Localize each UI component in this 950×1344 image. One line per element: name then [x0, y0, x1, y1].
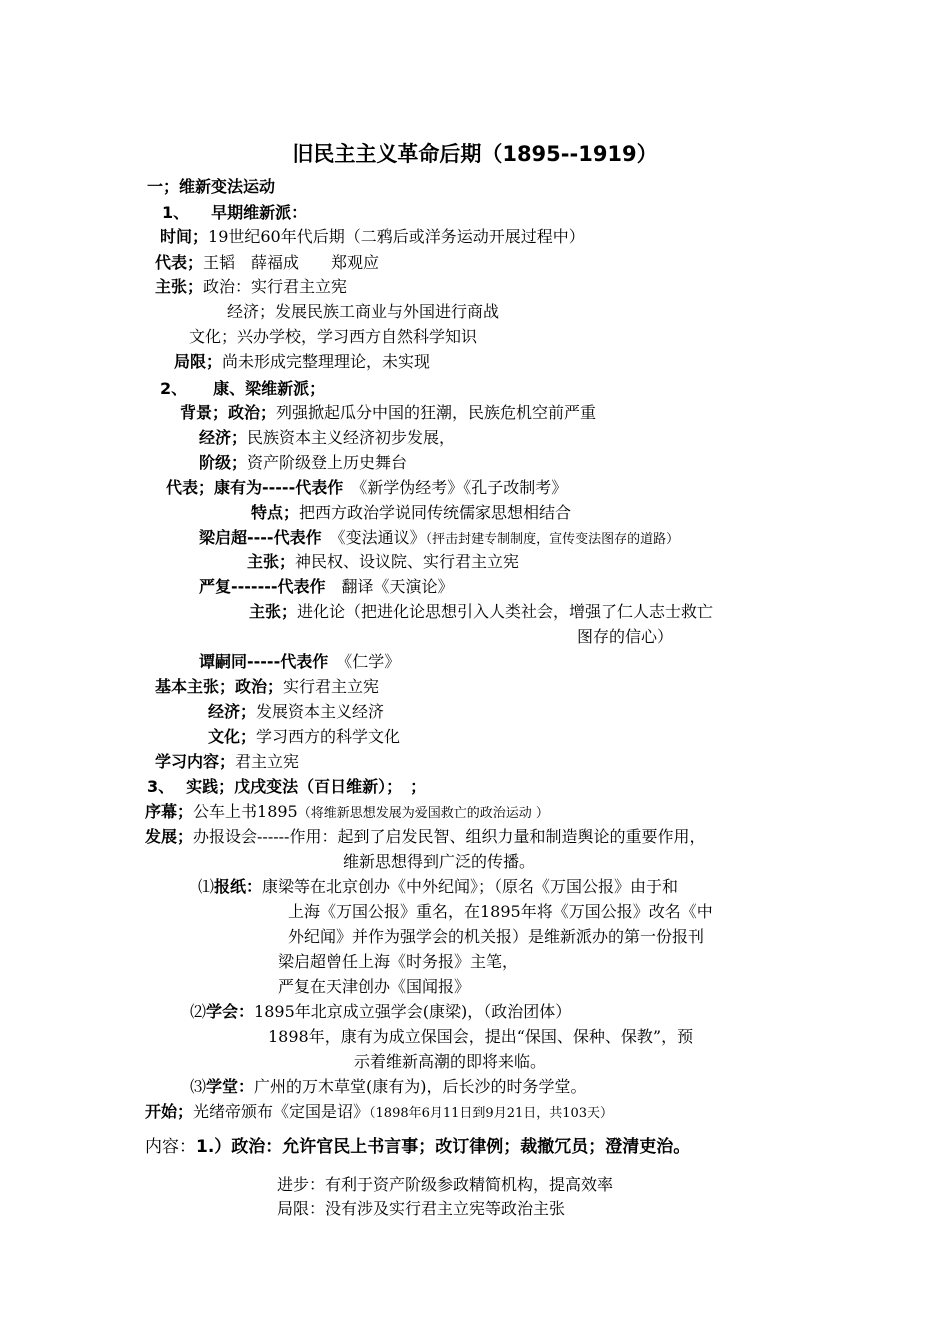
text-line [199, 452, 407, 474]
text-line: 示着维新高潮的即将来临。 [354, 1052, 547, 1071]
value: 发展资本主义经济 [256, 702, 385, 721]
text-line [208, 726, 400, 748]
value: 1895年北京成立强学会(康梁)，（政治团体） [254, 1002, 572, 1021]
text-line [199, 427, 455, 449]
note: （抨击封建专制制度，宣传变法图存的道路） [425, 532, 680, 547]
label: 序幕； [145, 802, 194, 821]
text-line: 图存的信心） [577, 627, 674, 646]
label: 内容： [145, 1137, 196, 1157]
label: 时间； [160, 227, 209, 246]
label: 报纸： [214, 877, 263, 896]
text-line [145, 826, 705, 848]
subsection-title: 实践；戊戌变法（百日维新）； ； [186, 777, 427, 796]
text-line: 进步：有利于资产阶级参政精简机构，提高效率 [277, 1175, 614, 1194]
label: 局限； [174, 352, 223, 371]
text-line [198, 876, 678, 898]
subsection-number: 1、 [162, 203, 190, 222]
value: 公车上书1895 [193, 802, 298, 821]
subsection-heading [162, 202, 307, 224]
value: 实行君主立宪 [283, 677, 380, 696]
text-line [199, 651, 400, 673]
value: 政治：实行君主立宪 [203, 277, 348, 296]
value: 君主立宪 [235, 752, 300, 771]
label: 背景；政治； [180, 403, 277, 422]
text-line: 局限：没有涉及实行君主立宪等政治主张 [277, 1199, 566, 1218]
list-marker: ⑶ [190, 1077, 207, 1096]
text-line: 文化；兴办学校，学习西方自然科学知识 [189, 327, 478, 346]
list-marker: ⑴ [198, 877, 215, 896]
note: （将维新思想发展为爱国救亡的政治运动 ） [297, 806, 549, 821]
value: 列强掀起瓜分中国的狂潮，民族危机空前严重 [276, 403, 597, 422]
text-line [145, 1136, 690, 1158]
value: 神民权、设议院、实行君主立宪 [295, 552, 520, 571]
label: 代表；康有为-----代表作 [166, 478, 344, 497]
label: 阶级； [199, 453, 248, 472]
value: 办报设会------作用：起到了启发民智、组织力量和制造舆论的重要作用， [193, 827, 706, 846]
section-heading: 一；维新变法运动 [147, 177, 276, 196]
text-line [180, 402, 596, 424]
text-line [247, 551, 519, 573]
label: 基本主张；政治； [155, 677, 284, 696]
label: 特点； [251, 503, 300, 522]
value: 王韬 薛福成 郑观应 [203, 253, 380, 272]
text-line [160, 226, 585, 248]
text-line: 上海《万国公报》重名，在1895年将《万国公报》改名《中 [288, 902, 713, 921]
text-line [155, 676, 379, 698]
text-line [199, 576, 454, 598]
text-line [251, 502, 571, 524]
value: 19世纪60年代后期（二鸦后或洋务运动开展过程中） [208, 227, 585, 246]
subsection-number: 3、 [147, 777, 175, 796]
page-title: 旧民主主义革命后期（1895--1919） [292, 142, 658, 166]
label: 主张； [249, 602, 298, 621]
label: 经济； [199, 428, 248, 447]
text-line: 维新思想得到广泛的传播。 [343, 852, 536, 871]
value: 翻译《天演论》 [341, 577, 454, 596]
label: 梁启超----代表作 [199, 528, 322, 547]
text-line [155, 252, 379, 274]
text-line [155, 751, 299, 773]
value: 广州的万木草堂(康有为)，后长沙的时务学堂。 [254, 1077, 587, 1096]
text-line [199, 527, 679, 551]
text-line: 严复在天津创办《国闻报》 [278, 977, 471, 996]
subsection-title: 早期维新派： [211, 203, 308, 222]
text-line: 外纪闻》并作为强学会的机关报）是维新派办的第一份报刊 [288, 927, 705, 946]
subsection-number: 2、 [160, 379, 188, 398]
subsection-heading [147, 776, 426, 798]
label: 严复-------代表作 [199, 577, 326, 596]
note: （1898年6月11日到9月21日，共103天） [369, 1106, 614, 1121]
text-line [155, 276, 347, 298]
value: 康梁等在北京创办《中外纪闻》；（原名《万国公报》由于和 [262, 877, 679, 896]
label: 谭嗣同-----代表作 [199, 652, 329, 671]
text-line: 经济；发展民族工商业与外国进行商战 [227, 302, 500, 321]
value: 民族资本主义经济初步发展， [247, 428, 456, 447]
label: 发展； [145, 827, 194, 846]
value: 学习西方的科学文化 [256, 727, 401, 746]
label: 经济； [208, 702, 257, 721]
subsection-heading [160, 378, 325, 400]
value: 《仁学》 [344, 652, 401, 671]
text-line [249, 601, 713, 623]
text-line [145, 1101, 613, 1125]
label: 学堂： [206, 1077, 255, 1096]
label: 学习内容； [155, 752, 236, 771]
text-line: 梁启超曾任上海《时务报》主笔， [278, 952, 519, 971]
value: 1.）政治：允许官民上书言事；改订律例；裁撤冗员；澄清吏治。 [196, 1137, 691, 1157]
text-line [145, 801, 549, 825]
value: 《新学伪经考》《孔子改制考》 [359, 478, 568, 497]
value: 把西方政治学说同传统儒家思想相结合 [299, 503, 572, 522]
text-line [190, 1001, 571, 1023]
label: 主张； [247, 552, 296, 571]
list-marker: ⑵ [190, 1002, 207, 1021]
label: 文化； [208, 727, 257, 746]
label: 主张； [155, 277, 204, 296]
value: 进化论（把进化论思想引入人类社会，增强了仁人志士救亡 [297, 602, 714, 621]
label: 开始； [145, 1102, 194, 1121]
text-line [166, 477, 567, 499]
subsection-title: 康、梁维新派； [213, 379, 326, 398]
value: 《变法通议》 [337, 528, 426, 547]
text-line [208, 701, 384, 723]
text-line [174, 351, 430, 373]
text-line: 1898年，康有为成立保国会，提出“保国、保种、保教”，预 [268, 1027, 694, 1046]
value: 资产阶级登上历史舞台 [247, 453, 408, 472]
value: 尚未形成完整理理论，未实现 [222, 352, 431, 371]
label: 学会： [206, 1002, 255, 1021]
text-line [190, 1076, 587, 1098]
label: 代表； [155, 253, 204, 272]
value: 光绪帝颁布《定国是诏》 [193, 1102, 370, 1121]
